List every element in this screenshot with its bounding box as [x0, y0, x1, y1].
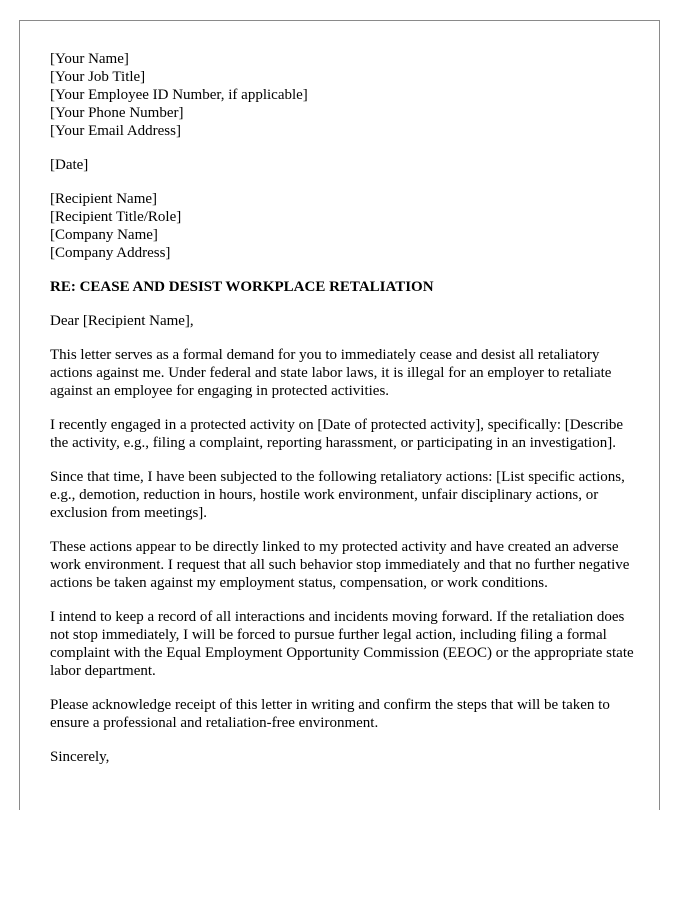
salutation: Dear [Recipient Name],: [50, 313, 194, 329]
paragraph-acknowledge: Please acknowledge receipt of this letter in writing and confirm the steps that will be taken to ensure a professional and retaliation-free environment.: [50, 697, 610, 731]
letter-date: [Date]: [50, 157, 89, 173]
paragraph-request: These actions appear to be directly linked to my protected activity and have created an adverse work environment. I request that all such behavior stop immediately and that no further negative actions be taken against my employment status, compensation, or work conditions.: [50, 539, 630, 591]
recipient-company: [Company Name]: [50, 227, 158, 243]
date-block: [50, 156, 640, 174]
closing: Sincerely,: [50, 749, 110, 765]
recipient-title: [Recipient Title/Role]: [50, 209, 182, 225]
subject-line: RE: CEASE AND DESIST WORKPLACE RETALIATION: [50, 279, 434, 295]
paragraph-demand: This letter serves as a formal demand for you to immediately cease and desist all retaliatory actions against me. Under federal and state labor laws, it is illegal for an employer to retaliate against an employee for engaging in protected activities.: [50, 347, 612, 399]
paragraph-legal-action: I intend to keep a record of all interactions and incidents moving forward. If the retaliation does not stop immediately, I will be forced to pursue further legal action, including filing a formal complaint with the Equal Employment Opportunity Commission (EEOC) or the appropriate state labor department.: [50, 609, 634, 679]
recipient-block: [50, 190, 640, 262]
recipient-address: [Company Address]: [50, 245, 171, 261]
sender-phone: [Your Phone Number]: [50, 105, 184, 121]
sender-employee-id: [Your Employee ID Number, if applicable]: [50, 87, 308, 103]
sender-email: [Your Email Address]: [50, 123, 181, 139]
letter-body: [50, 50, 640, 782]
paragraph-retaliatory-actions: Since that time, I have been subjected to the following retaliatory actions: [List specific actions, e.g., demotion, reduction in hours, hostile work environment, unfair disciplinary actions, or exclusion from meetings].: [50, 469, 625, 521]
recipient-name: [Recipient Name]: [50, 191, 158, 207]
sender-block: [50, 50, 640, 140]
paragraph-protected-activity: I recently engaged in a protected activity on [Date of protected activity], specifically: [Describe the activity, e.g., filing a complaint, reporting harassment, or participating in an investigation].: [50, 417, 624, 451]
sender-job-title: [Your Job Title]: [50, 69, 146, 85]
letter-page: [19, 20, 660, 810]
sender-name: [Your Name]: [50, 51, 129, 67]
